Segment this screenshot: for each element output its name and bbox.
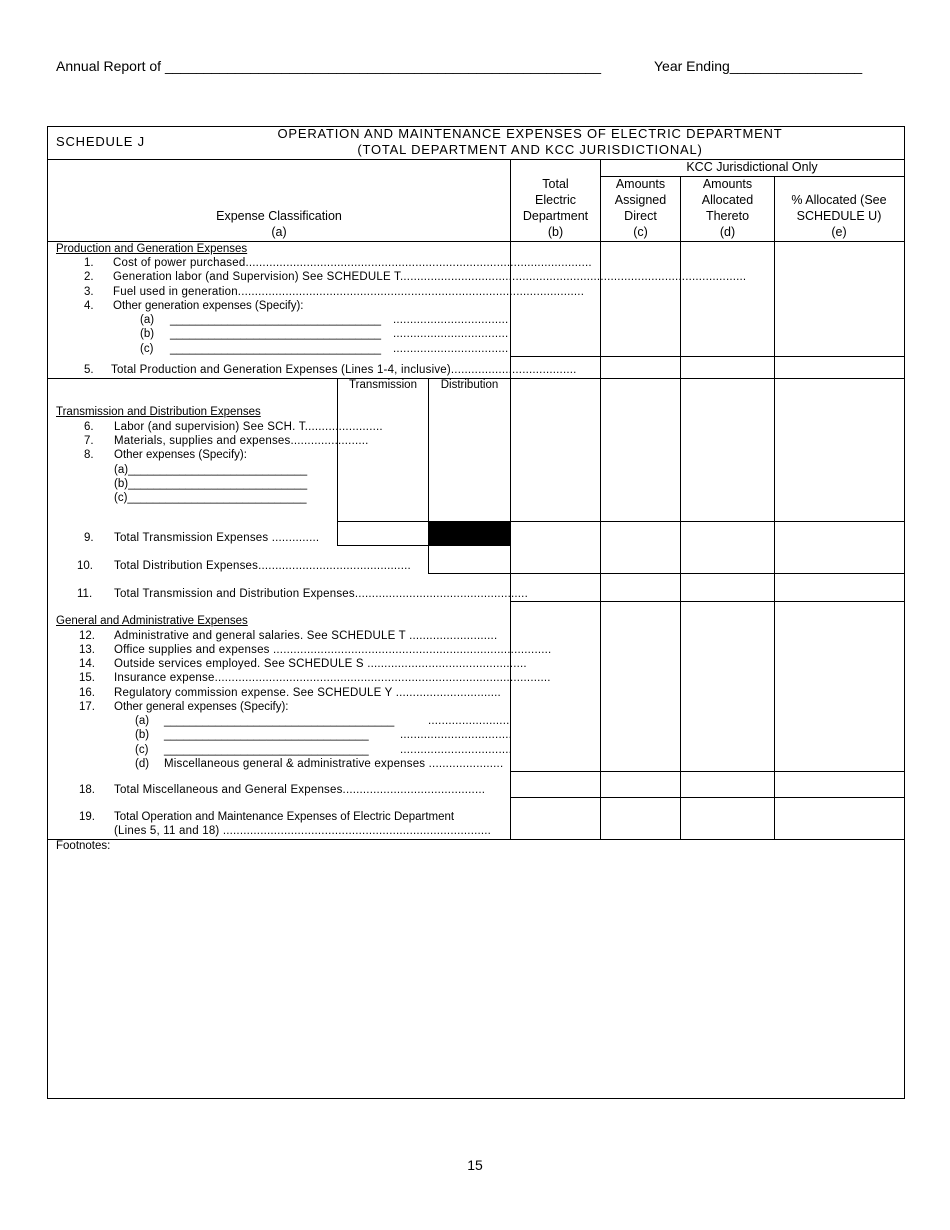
production-allocated-cell[interactable] [681, 242, 774, 356]
line-label-text: (Lines 5, 11 and 18) [114, 825, 220, 837]
leader-dots: .................................. [393, 314, 509, 326]
col-c-line3: Direct [624, 209, 657, 223]
col-e-line1: % Allocated (See [791, 193, 887, 207]
line-num: 5. [84, 364, 94, 376]
line-5-label: Total Production and Generation Expenses (Lines 1-4, inclusive)..................................... [111, 364, 577, 376]
line-1-label: Cost of power purchased...................................................................................................... [113, 257, 592, 269]
sub-d-label: Miscellaneous general & administrative expenses ...................... [164, 758, 504, 770]
leader-dots: ........................ [428, 715, 510, 727]
line-18-label: Total Miscellaneous and General Expenses.......................................... [114, 784, 486, 796]
specify-blank[interactable]: _________________________________ [170, 328, 382, 340]
line-14-label: Outside services employed. See SCHEDULE S ............................................... [114, 658, 527, 670]
footnotes-label: Footnotes: [56, 840, 111, 852]
line-num: 1. [84, 257, 94, 269]
specify-blank[interactable]: _________________________________ [170, 314, 382, 326]
col-b-line2: Electric [535, 193, 576, 207]
schedule-title-line2: (TOTAL DEPARTMENT AND KCC JURISDICTIONAL) [357, 142, 703, 157]
line-10-label: Total Distribution Expenses............................................. [114, 560, 411, 572]
line-label-text: Total Transmission Expenses [114, 532, 269, 544]
specify-blank[interactable]: ________________________________ [164, 744, 369, 756]
distribution-entry-cell[interactable] [429, 393, 510, 521]
col-a-letter: (a) [271, 225, 287, 239]
line-num: 14. [79, 658, 95, 670]
line-num: 12. [79, 630, 95, 642]
line-19-label: Total Operation and Maintenance Expenses of Electric Department [114, 811, 455, 823]
line-num: 2. [84, 271, 94, 283]
line-11-label: Total Transmission and Distribution Expenses................................................... [114, 588, 528, 600]
line-num: 9. [84, 532, 94, 544]
specify-blank[interactable]: ________________________________ [164, 729, 369, 741]
sub-label: (b) [140, 328, 155, 340]
specify-blank[interactable]: ____________________________ [128, 464, 308, 476]
total-transmission-cell[interactable] [338, 522, 428, 545]
sub-label: (b) [135, 729, 150, 741]
production-percent-cell[interactable] [775, 242, 903, 356]
line-label-text: Generation labor (and Supervision) See SCHEDULE T [113, 271, 401, 283]
leader-dots: .................................. [393, 328, 509, 340]
annual-report-blank[interactable]: ________________________________________________________ [164, 58, 601, 74]
production-subtotal-top [510, 356, 904, 357]
line-label-text: Labor (and supervision) See SCH. T [114, 421, 305, 433]
leader-dots: ................................. [400, 729, 513, 741]
line-num: 10. [77, 560, 93, 572]
col-b-letter: (b) [547, 225, 564, 239]
line-num: 11. [77, 588, 93, 600]
distribution-total-bottom [428, 573, 904, 574]
line-7-label: Materials, supplies and expenses....................... [114, 435, 369, 447]
general-subtotal-bottom [510, 797, 904, 798]
col-d-letter: (d) [719, 225, 736, 239]
sub-label: (a) [135, 715, 150, 727]
general-heading: General and Administrative Expenses [56, 615, 248, 627]
line-num: 13. [79, 644, 95, 656]
col-e-letter: (e) [831, 225, 847, 239]
line-label-text: Insurance expense [114, 672, 215, 684]
footnotes-area[interactable] [49, 856, 901, 1094]
line-label-text: Total Production and Generation Expenses (Lines 1-4, inclusive) [111, 364, 451, 376]
year-ending-label-text: Year Ending [654, 58, 730, 74]
leader-dots: .................................. [393, 343, 509, 355]
sub-label: (d) [135, 758, 150, 770]
line-2-label: Generation labor (and Supervision) See SCHEDULE T...................................................................................................... [113, 271, 747, 283]
annual-report-label-text: Annual Report of [56, 58, 162, 74]
line-num: 3. [84, 286, 94, 298]
line-label-text: Administrative and general salaries. See SCHEDULE T [114, 630, 406, 642]
line-15-label: Insurance expense................................................................................................... [114, 672, 551, 684]
line-label-text: Total Miscellaneous and General Expenses [114, 784, 343, 796]
line-label-text: Materials, supplies and expenses [114, 435, 291, 447]
specify-blank[interactable]: ____________________________ [128, 478, 308, 490]
year-ending-label [654, 58, 862, 74]
line-9-label: Total Transmission Expenses .............. [114, 532, 320, 544]
leader-dots: ................................. [400, 744, 513, 756]
line-num: 4. [84, 300, 94, 312]
line-label-text: Total Distribution Expenses [114, 560, 259, 572]
line-label-text: Regulatory commission expense. See SCHEDULE Y [114, 687, 393, 699]
line-num: 16. [79, 687, 95, 699]
col-d-line1: Amounts [702, 177, 753, 191]
col-b-line1: Total [542, 177, 569, 191]
schedule-title-line1: OPERATION AND MAINTENANCE EXPENSES OF ELECTRIC DEPARTMENT [277, 126, 783, 141]
transmission-heading: Transmission and Distribution Expenses [56, 406, 261, 418]
page-number: 15 [467, 1157, 483, 1173]
table-bottom [48, 839, 904, 840]
line-num: 19. [79, 811, 95, 823]
transmission-header: Transmission [349, 379, 417, 391]
line-17-label: Other general expenses (Specify): [114, 701, 289, 713]
line-label-text: Total Transmission and Distribution Expenses [114, 588, 355, 600]
sub-letter: (c) [114, 492, 128, 504]
line-8-label: Other expenses (Specify): [114, 449, 247, 461]
distribution-header: Distribution [440, 379, 499, 391]
year-ending-blank[interactable]: _________________ [729, 58, 863, 74]
production-total-electric-cell[interactable] [511, 242, 600, 356]
col-c-letter: (c) [633, 225, 648, 239]
col-b-line3: Department [522, 209, 589, 223]
line-label-text: Office supplies and expenses [114, 644, 270, 656]
line-num: 6. [84, 421, 94, 433]
sub-label: (c) [140, 343, 154, 355]
col-a-title: Expense Classification [216, 209, 342, 223]
line-6-label: Labor (and supervision) See SCH. T....................... [114, 421, 383, 433]
col-c-line1: Amounts [615, 177, 666, 191]
line-3-label: Fuel used in generation...................................................................................................... [113, 286, 585, 298]
col-d-line3: Thereto [705, 209, 750, 223]
line-label-text: Cost of power purchased [113, 257, 246, 269]
production-heading: Production and Generation Expenses [56, 243, 248, 255]
production-assigned-direct-cell[interactable] [601, 242, 680, 356]
shaded-cell [429, 522, 510, 545]
line-label-text: Miscellaneous general & administrative expenses [164, 758, 426, 770]
sub-label: (a) [140, 314, 155, 326]
line-num: 17. [79, 701, 95, 713]
line-label-text: Fuel used in generation [113, 286, 238, 298]
sub-letter: (b) [114, 478, 129, 490]
td-total-bottom [510, 601, 904, 602]
col-c-line2: Assigned [614, 193, 667, 207]
col-d-line2: Allocated [701, 193, 754, 207]
line-num: 18. [79, 784, 95, 796]
sub-label [114, 491, 307, 505]
sub-letter: (a) [114, 464, 129, 476]
annual-report-label [56, 58, 601, 74]
sub-label [114, 477, 307, 491]
col-e-line2: SCHEDULE U) [796, 209, 882, 223]
specify-blank[interactable]: _________________________________ [170, 343, 382, 355]
general-subtotal-top [510, 771, 904, 772]
line-12-label: Administrative and general salaries. See SCHEDULE T .......................... [114, 630, 498, 642]
line-13-label: Office supplies and expenses .................................................................................. [114, 644, 552, 656]
sub-label: (c) [135, 744, 149, 756]
specify-blank[interactable]: ____________________________________ [164, 715, 395, 727]
kcc-jurisdictional-header: KCC Jurisdictional Only [686, 160, 818, 174]
line-label-text: Outside services employed. See SCHEDULE S [114, 658, 364, 670]
specify-blank[interactable]: ____________________________ [127, 492, 307, 504]
line-num: 15. [79, 672, 95, 684]
sub-label [114, 463, 307, 477]
line-num: 7. [84, 435, 94, 447]
transmission-entry-cell[interactable] [338, 393, 428, 521]
line-4-label: Other generation expenses (Specify): [113, 300, 304, 312]
line-16-label: Regulatory commission expense. See SCHEDULE Y ............................... [114, 687, 501, 699]
line-19-label-cont: (Lines 5, 11 and 18) ............................................................................... [114, 825, 492, 837]
total-distribution-cell[interactable] [429, 546, 510, 573]
line-num: 8. [84, 449, 94, 461]
schedule-label: SCHEDULE J [56, 134, 145, 149]
